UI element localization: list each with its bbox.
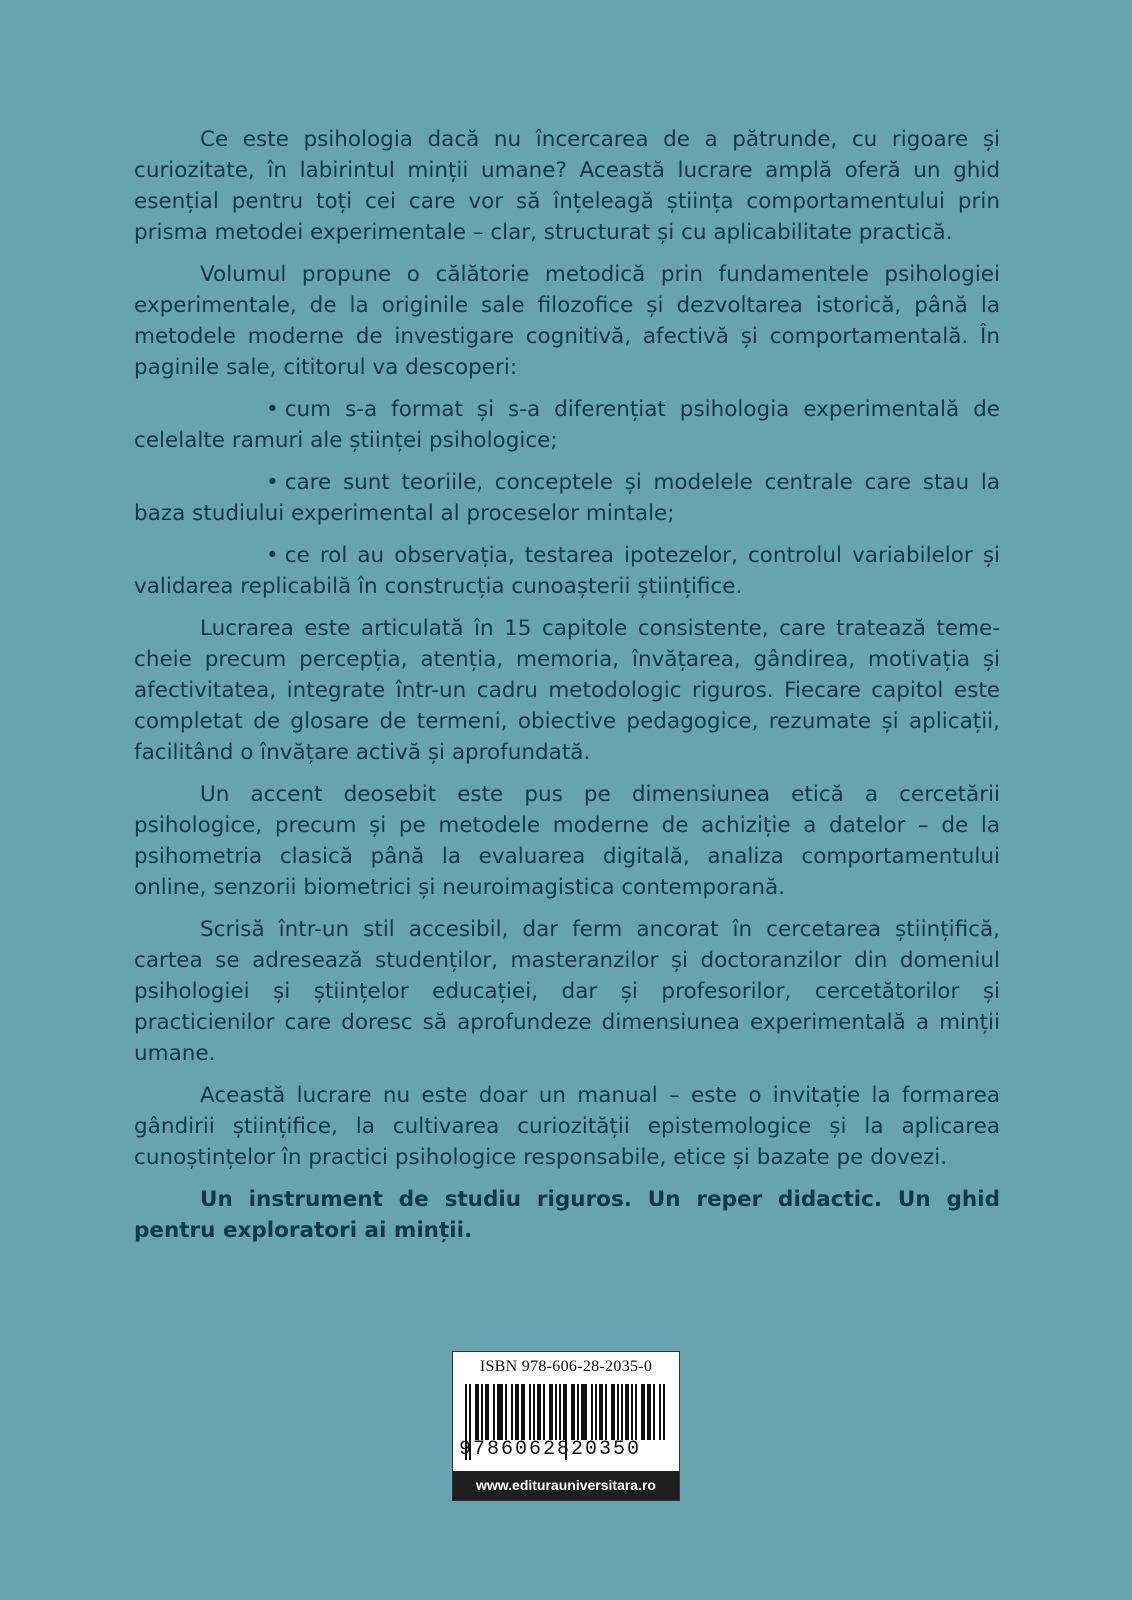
bullet-icon: • xyxy=(266,470,279,495)
barcode-bar xyxy=(487,1384,489,1440)
isbn-barcode-box xyxy=(452,1351,680,1501)
barcode-bar xyxy=(551,1384,553,1440)
barcode-bar xyxy=(499,1384,501,1440)
barcode-bar xyxy=(585,1384,587,1440)
barcode-bar xyxy=(493,1384,495,1440)
barcode-bar xyxy=(627,1384,629,1440)
barcode-bar xyxy=(599,1384,601,1440)
barcode-bar xyxy=(621,1384,623,1440)
barcode-bar xyxy=(641,1384,643,1440)
barcode-bar xyxy=(517,1384,519,1440)
barcode-bar xyxy=(613,1384,615,1440)
barcode-bar xyxy=(515,1384,517,1440)
barcode-bar xyxy=(521,1384,523,1440)
bullet-icon: • xyxy=(266,543,279,568)
barcode-bar xyxy=(563,1384,565,1440)
barcode-bar xyxy=(559,1384,561,1440)
barcode-bar xyxy=(477,1384,479,1440)
barcode-bar xyxy=(653,1384,655,1440)
barcode-bar xyxy=(611,1384,613,1440)
barcode-bar xyxy=(647,1384,649,1440)
barcode-bar xyxy=(581,1384,583,1440)
blurb-text xyxy=(134,124,1000,1257)
barcode-bar xyxy=(511,1384,513,1440)
barcode-bar xyxy=(571,1384,573,1440)
closing-statement: Un instrument de studiu riguros. Un reper didactic. Un ghid pentru exploratori ai minții. xyxy=(134,1187,1000,1243)
barcode-bar xyxy=(649,1384,651,1440)
barcode-bar xyxy=(635,1384,637,1440)
bullet-text: ce rol au observația, testarea ipotezelor, controlul variabilelor și validarea replicabilă în construcția cunoașterii științifice. xyxy=(134,543,1000,599)
barcode-bar xyxy=(481,1384,483,1440)
bullet-item xyxy=(134,540,1000,602)
paragraph-chapters: Lucrarea este articulată în 15 capitole consistente, care tratează teme-cheie precum percepția, atenția, memoria, învățarea, gândirea, motivația și afectivitatea, integrate într-un cadru metodologic riguros. Fiecare capitol este completat de glosare de termeni, obiective pedagogice, rezumate și aplicații, facilitând o învățare activă și aprofundată. xyxy=(134,616,1000,765)
barcode-bar xyxy=(577,1384,579,1440)
paragraph-invitation: Această lucrare nu este doar un manual – este o invitație la formarea gândirii științifice, la cultivarea curiozității epistemologice și la aplicarea cunoștințelor în practici psihologice responsabile, etice și bazate pe dovezi. xyxy=(134,1083,1000,1170)
barcode-bar xyxy=(533,1384,535,1440)
barcode-bar xyxy=(497,1384,499,1440)
barcode-bar xyxy=(595,1384,597,1440)
barcode-bar xyxy=(549,1384,551,1440)
bullet-item xyxy=(134,394,1000,456)
bullet-item xyxy=(134,467,1000,529)
barcode-bar xyxy=(543,1384,545,1440)
barcode-bar xyxy=(539,1384,541,1440)
barcode-bar xyxy=(659,1384,661,1440)
paragraph-ethics: Un accent deosebit este pus pe dimensiunea etică a cercetării psihologice, precum și pe metodele moderne de achiziție a datelor – de la psihometria clasică până la evaluarea digitală, analiza comportamentului online, senzorii biometrici și neuroimagistica contemporană. xyxy=(134,782,1000,900)
bullet-icon: • xyxy=(266,397,279,422)
paragraph-volume: Volumul propune o călătorie metodică prin fundamentele psihologiei experimentale, de la originile sale filozofice și dezvoltarea istorică, până la metodele moderne de investigare cognitivă, afectivă și comportamentală. În paginile sale, cititorul va descoperi: xyxy=(134,262,1000,380)
barcode-digits: 9786062820350 xyxy=(459,1438,642,1461)
isbn-label: ISBN 978-606-28-2035-0 xyxy=(479,1358,653,1375)
barcode-bar xyxy=(625,1384,627,1440)
barcode-bar xyxy=(573,1384,575,1440)
barcode-bar xyxy=(485,1384,487,1440)
paragraph-audience: Scrisă într-un stil accesibil, dar ferm ancorat în cercetarea științifică, cartea se adresează studenților, masteranzilor și doctoranzilor din domeniul psihologiei și științelor educației, dar și profesorilor, cercetătorilor și practicienilor care doresc să aprofundeze dimensiunea experimentală a minții umane. xyxy=(134,917,1000,1066)
barcode-bar xyxy=(631,1384,633,1440)
barcode-bar xyxy=(605,1384,607,1440)
barcode-bar xyxy=(475,1384,477,1440)
barcode-bar xyxy=(617,1384,619,1440)
barcode-bar xyxy=(663,1384,665,1440)
barcode-bar xyxy=(643,1384,645,1440)
barcode-bar xyxy=(529,1384,531,1440)
publisher-website: www.editurauniversitara.ro xyxy=(453,1471,679,1500)
barcode-bar xyxy=(591,1384,593,1440)
barcode-bar xyxy=(501,1384,503,1440)
paragraph-intro: Ce este psihologia dacă nu încercarea de a pătrunde, cu rigoare și curiozitate, în labirintul minții umane? Această lucrare amplă oferă un ghid esențial pentru toți cei care vor să înțeleagă știința comportamentului prin prisma metodei experimentale – clar, structurat și cu aplicabilitate practică. xyxy=(134,127,1000,245)
barcode-bar xyxy=(505,1384,507,1440)
bullet-text: cum s-a format și s-a diferențiat psihologia experimentală de celelalte ramuri ale științei psihologice; xyxy=(134,397,1000,453)
barcode-bar xyxy=(537,1384,539,1440)
bullet-text: care sunt teoriile, conceptele și modelele centrale care stau la baza studiului experimental al proceselor mintale; xyxy=(134,470,1000,526)
barcode-bar xyxy=(583,1384,585,1440)
barcode-bar xyxy=(601,1384,603,1440)
barcode-bar xyxy=(555,1384,557,1440)
barcode-bar xyxy=(523,1384,525,1440)
